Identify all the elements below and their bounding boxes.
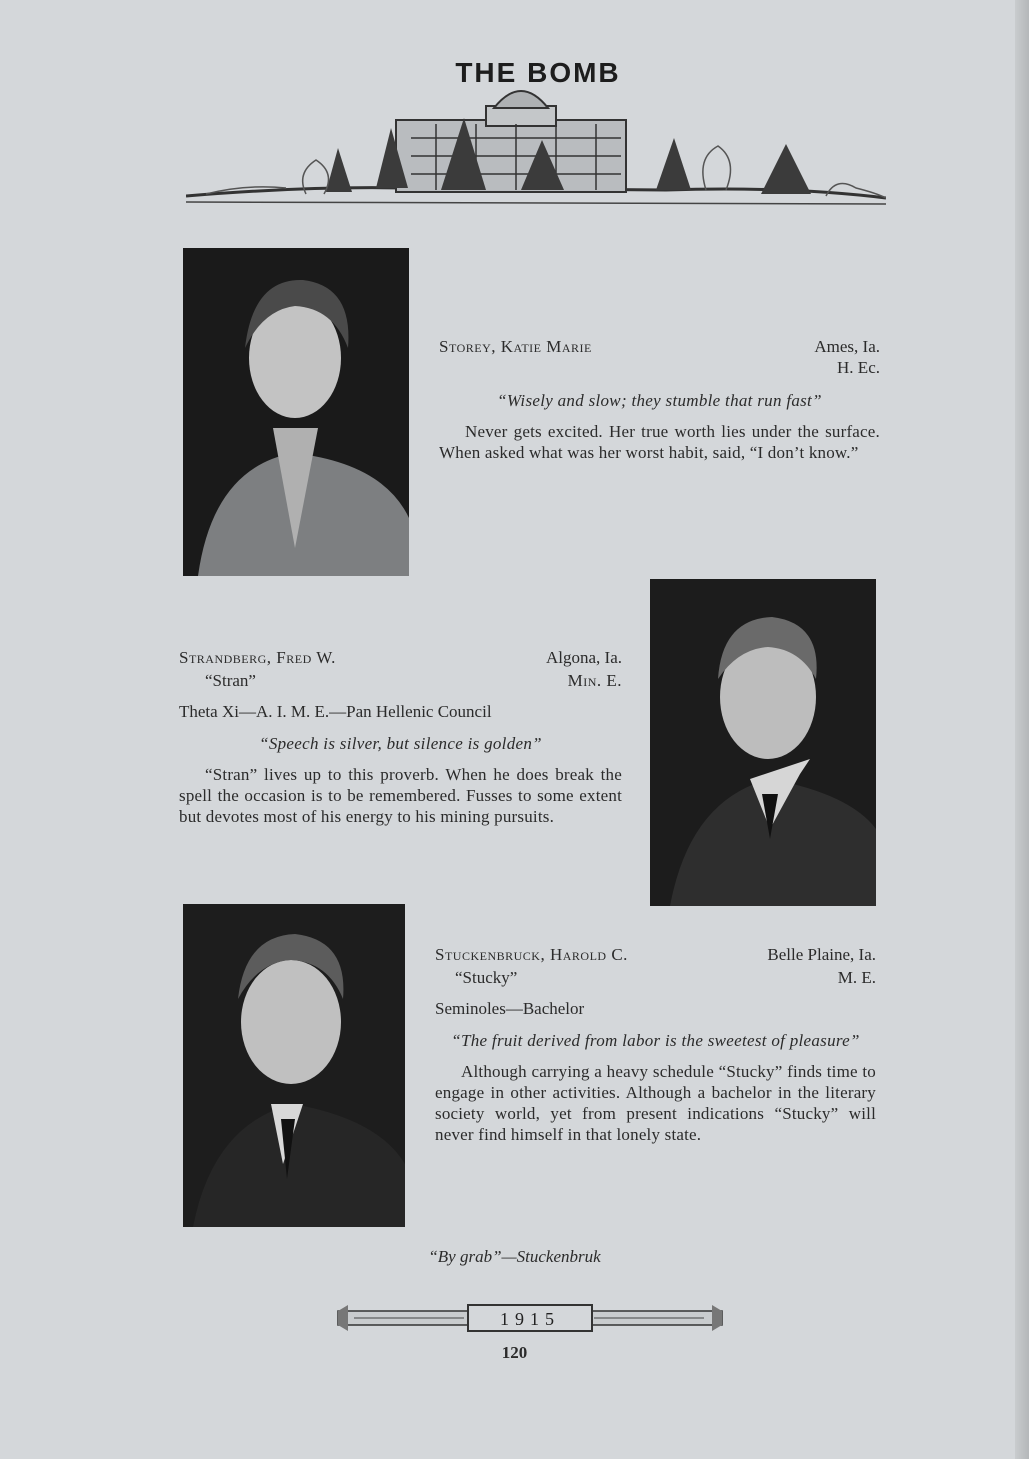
footer-year: 1915	[500, 1309, 560, 1329]
entry-stuckenbruck	[435, 944, 876, 1145]
page-edge-shadow	[1015, 0, 1029, 1459]
entry-hometown: Ames, Ia.	[814, 337, 880, 356]
closing-motto: “By grab”—Stuckenbruk	[428, 1247, 601, 1266]
entry-affiliations: Theta Xi—A. I. M. E.—Pan Hellenic Council	[179, 702, 492, 721]
entry-quote: “The fruit derived from labor is the sweetest of pleasure”	[451, 1031, 860, 1050]
portrait-photo-strandberg	[650, 579, 876, 906]
campus-illustration	[186, 48, 886, 210]
entry-strandberg	[179, 647, 622, 827]
entry-nickname: “Stran”	[205, 671, 256, 690]
entry-course: H. Ec.	[837, 358, 880, 377]
entry-hometown: Belle Plaine, Ia.	[767, 945, 876, 964]
entry-name: Strandberg, Fred W.	[179, 648, 336, 667]
entry-hometown: Algona, Ia.	[545, 648, 622, 667]
entry-storey	[439, 336, 880, 463]
portrait-photo-stuckenbruck	[183, 904, 405, 1227]
entry-quote: “Speech is silver, but silence is golden”	[259, 734, 542, 753]
entry-course: M. E.	[837, 968, 876, 987]
header-title: THE BOMB	[455, 57, 621, 88]
footer-year-banner	[336, 1303, 724, 1333]
entry-description: Never gets excited. Her true worth lies under the surface. When asked what was her worst habit, said, “I don’t know.”	[439, 422, 880, 462]
entry-description: Although carrying a heavy schedule “Stucky” finds time to engage in other activities. Although a bachelor in the literary society world, yet from present indications “Stucky” will never find himself in that lonely state.	[435, 1062, 876, 1144]
portrait-photo-storey	[183, 248, 409, 576]
entry-quote: “Wisely and slow; they stumble that run fast”	[497, 391, 822, 410]
page-number: 120	[501, 1343, 528, 1362]
entry-name: Stuckenbruck, Harold C.	[435, 945, 628, 964]
entry-course: Min. E.	[567, 671, 622, 690]
entry-nickname: “Stucky”	[455, 968, 518, 987]
entry-affiliations: Seminoles—Bachelor	[435, 999, 585, 1018]
entry-description: “Stran” lives up to this proverb. When he does break the spell the occasion is to be remembered. Fusses to some extent but devotes most of his energy to his mining pursuits.	[179, 765, 622, 826]
entry-name: Storey, Katie Marie	[439, 337, 592, 356]
header-banner	[186, 48, 886, 210]
